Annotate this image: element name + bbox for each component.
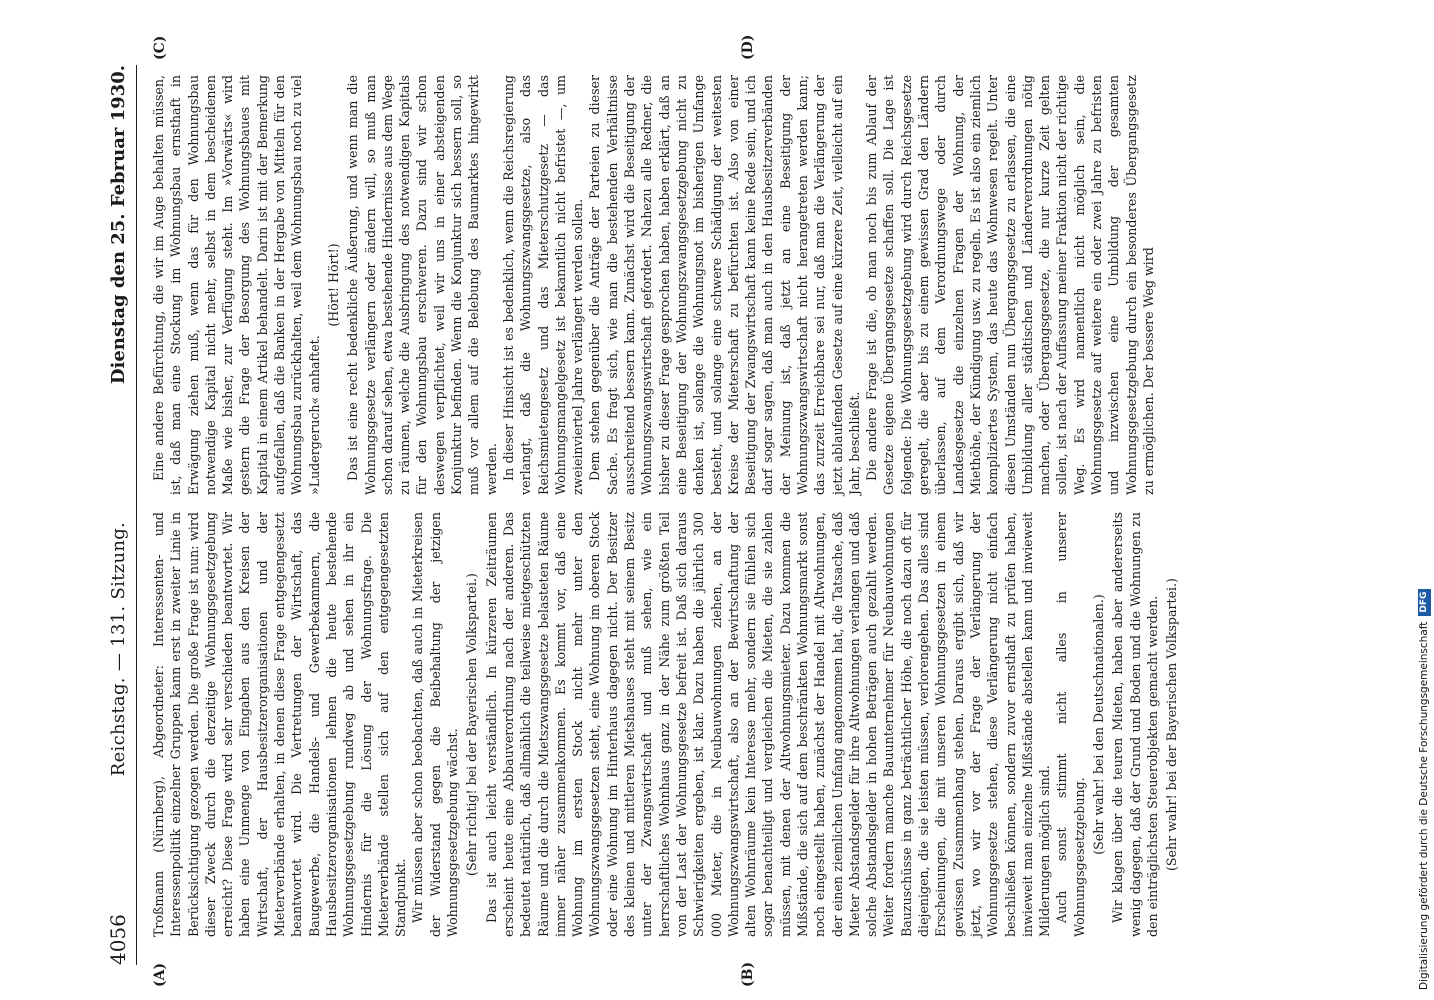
digitization-credit xyxy=(1416,10,1432,990)
interjection: (Hört! Hört!) xyxy=(325,243,341,327)
interjection: (Sehr wahr! bei der Bayerischen Volkspartei.) xyxy=(1164,578,1180,871)
paragraph: In dieser Hinsicht ist es bedenklich, wenn die Reichsregierung verlangt, daß die Wohnungszwangsgesetze, also das Reichsmietengesetz und das Mieterschutzgesetz — das Wohnungsmangelgesetz ist bekanntlich nicht befristet —, um zweieinviertel Jahre verlängert werden sollen. xyxy=(500,75,586,495)
paragraph: Das ist eine recht bedenkliche Äußerung, und wenn man die Wohnungsgesetze verlängern oder ändern will, so muß man schon darauf sehen, etwa bestehende Hindernisse aus dem Wege zu räumen, welche die Ausbringung des notwendigen Kapitals für den Wohnungsbau erschweren. Dazu sind wir schon deswegen verpflichtet, weil wir uns in einer absteigenden Konjunktur befinden. Wenn die Konjunktur sich bessern soll, so muß vor allem auf die Belebung des Baumarktes hingewirkt werden. xyxy=(345,75,499,495)
paragraph: Auch sonst stimmt nicht alles in unserer Wohnungsgesetzgebung. xyxy=(1054,512,1087,937)
paragraph: Dem stehen gegenüber die Anträge der Parteien zu dieser Sache. Es fragt sich, wie man die bestehenden Verhältnisse ausschreitend bessern kann. Zunächst wird die Beseitigung der Wohnungszwangswirtschaft gefordert. Nahezu alle Redner, die bisher zu dieser Frage gesprochen haben, haben erklärt, daß an eine Beseitigung der Wohnungszwangsgesetzgebung nicht zu denken ist, solange die Wohnungsnot im bisherigen Umfange besteht, und solange eine schwere Schädigung der weitesten Kreise der Mieterschaft zu befürchten ist. Also von einer Beseitigung der Zwangswirtschaft kann keine Rede sein, und ich darf sogar sagen, daß man auch in den Hausbesitzerverbänden der Meinung ist, daß jetzt an eine Beseitigung der Wohnungszwangswirtschaft nicht herangetreten werden kann; das zurzeit Erreichbare sei nur, daß man die Verlängerung der jetzt ablaufenden Gesetze auf eine kürzere Zeit, vielleicht auf ein Jahr, beschließt. xyxy=(587,75,862,495)
page-number: 4056 xyxy=(106,914,130,965)
rotated-page xyxy=(100,34,1330,987)
session-date: Dienstag den 25. Februar 1930. xyxy=(107,65,129,385)
paragraph: Das ist auch leicht verständlich. In kürzeren Zeiträumen erscheint heute eine Abbauverordnung nach der anderen. Das bedeutet natürlich, daß allmählich die teilweise mietgeschützten Räume und die durch die Mietszwangsgesetze belasteten Räume immer näher zusammenkommen. Es kommt vor, daß eine Wohnung im ersten Stock nicht mehr unter den Wohnungszwangsgesetzen steht, eine Wohnung im oberen Stock oder eine Wohnung im Hinterhaus dagegen nicht. Der Besitzer des kleinen und mittleren Mietshauses steht mit seinem Besitz unter der Zwangswirtschaft und muß sehen, wie ein herrschaftliches Wohnhaus ganz in der Nähe zum größten Teil von der Last der Wohnungsgesetze befreit ist. Daß sich daraus Schwierigkeiten ergeben, ist klar. Dazu haben die jährlich 300 000 Mieter, die in Neubauwohnungen ziehen, an der Wohnungszwangswirtschaft, also an der Bewirtschaftung der alten Wohnräume kein Interesse mehr, sondern sie fühlen sich sogar benachteiligt und vergleichen die Mieten, die sie zahlen müssen, mit denen der Altwohnungsmieter. Dazu kommen die Mißstände, die sich auf dem beschränkten Wohnungsmarkt sonst noch eingestellt haben, zunächst der Handel mit Altwohnungen, der einen ziemlichen Umfang angenommen hat, die Tatsache, daß Mieter Abstandsgelder für ihre Altwohnungen verlangen und daß solche Abstandsgelder in hohen Beträgen auch gezahlt werden. Weiter fordern manche Bauunternehmer für Neubauwohnungen Bauzuschüsse in ganz beträchtlicher Höhe, die noch dazu oft für diejenigen, die sie leisten müssen, verlorengehen. Das alles sind Erscheinungen, die mit unseren Wohnungsgesetzen in einem gewissen Zusammenhang stehen. Daraus ergibt sich, daß wir jetzt, wo wir vor der Frage der Verlängerung der Wohnungsgesetze stehen, diese Verlängerung nicht einfach beschließen können, sondern zuvor ernsthaft zu prüfen haben, inwieweit man einzelne Mißstände abstellen kann und inwieweit Milderungen möglich sind. xyxy=(483,512,1053,937)
paragraph: Eine andere Befürchtung, die wir im Auge behalten müssen, ist, daß man eine Stockung im Wohnungsbau ernsthaft in Erwägung ziehen muß, wenn das für den Wohnungsbau notwendige Kapital nicht mehr, selbst in dem bescheidenen Maße wie bisher, zur Verfügung steht. Im »Vorwärts« wird gestern die Frage der Besorgung des Wohnungsbaues mit Kapital in einem Artikel behandelt. Darin ist mit der Bemerkung aufgefallen, daß die Banken in der Hergabe von Mitteln für den Wohnungsbau zurückhalten, weil dem Wohnungsbau noch zu viel »Ludergeruch« anhaftet. xyxy=(151,75,322,495)
paragraph: Troßmann (Nürnberg), Abgeordneter: Interessenten- und Interessenpolitik einzelner Gruppen kann erst in zweiter Linie in Berücksichtigung gezogen werden. Die große Frage ist nun: wird dieser Zweck durch die derzeitige Wohnungsgesetzgebung erreicht? Diese Frage wird sehr verschieden beantwortet. Wir haben eine Unmenge von Eingaben aus den Kreisen der Wirtschaft, der Hausbesitzerorganisationen und der Mieterverbände erhalten, in denen diese Frage entgegengesetzt beantwortet wird. Die Vertretungen der Wirtschaft, das Baugewerbe, die Handels- und Gewerbekammern, die Hausbesitzerorganisationen lehnen die heute bestehende Wohnungsgesetzgebung rundweg ab und sehen in ihr ein Hindernis für die Lösung der Wohnungsfrage. Die Mieterverbände stellen sich auf den entgegengesetzten Standpunkt. xyxy=(151,512,409,937)
margin-marker-c: (C) xyxy=(152,35,168,60)
interjection: (Sehr richtig! bei der Bayerischen Volkspartei.) xyxy=(464,573,480,876)
paragraph: Wir klagen über die teuren Mieten, haben aber andererseits wenig dagegen, daß der Grund und Boden und die Wohnungen zu den einträglichsten Steuerobjekten gemacht werden. xyxy=(1110,512,1160,937)
paragraph: Wir müssen aber schon beobachten, daß auch in Mieterkreisen der Widerstand gegen die Beibehaltung der jetzigen Wohnungsgesetzgebung wächst. xyxy=(410,512,461,937)
interjection: (Sehr wahr! bei den Deutschnationalen.) xyxy=(1091,594,1107,855)
page-header xyxy=(100,65,137,965)
margin-marker-d: (D) xyxy=(740,34,756,60)
credit-text: Digitalisierung gefördert durch die Deutsche Forschungsgemeinschaft xyxy=(1418,621,1430,990)
paragraph: Die andere Frage ist die, ob man noch bis zum Ablauf der Gesetze eigene Übergangsgesetze schaffen soll. Die Lage ist folgende: Die Wohnungsgesetzgebung wird durch Reichsgesetze geregelt, die aber bis zu einem gewissen Grad den Ländern überlassen, auf dem Verordnungswege oder durch Landesgesetze die einzelnen Fragen der Wohnung, der Miethöhe, der Kündigung usw. zu regeln. Es ist also ein ziemlich kompliziertes System, das heute das Wohnwesen regelt. Unter diesen Umständen nun Übergangsgesetze zu erlassen, die eine Umbildung aller städtischen und Länderverordnungen nötig machen, oder Übergangsgesetze, die nur kurze Zeit gelten sollen, ist nach der Auffassung meiner Fraktion nicht der richtige Weg. Es wird namentlich nicht möglich sein, die Wohnungsgesetze auf weitere ein oder zwei Jahre zu befristen und inzwischen eine Umbildung der gesamten Wohnungsgesetzgebung durch ein besonderes Übergangsgesetz zu ermöglichen. Der bessere Weg wird xyxy=(864,75,1156,495)
margin-marker-b: (B) xyxy=(740,961,756,987)
right-column xyxy=(150,75,1157,495)
left-column xyxy=(150,512,1183,937)
margin-marker-a: (A) xyxy=(152,962,168,987)
dfg-logo: DFG xyxy=(1418,589,1431,616)
session-title: Reichstag. — 131. Sitzung. xyxy=(107,521,129,777)
